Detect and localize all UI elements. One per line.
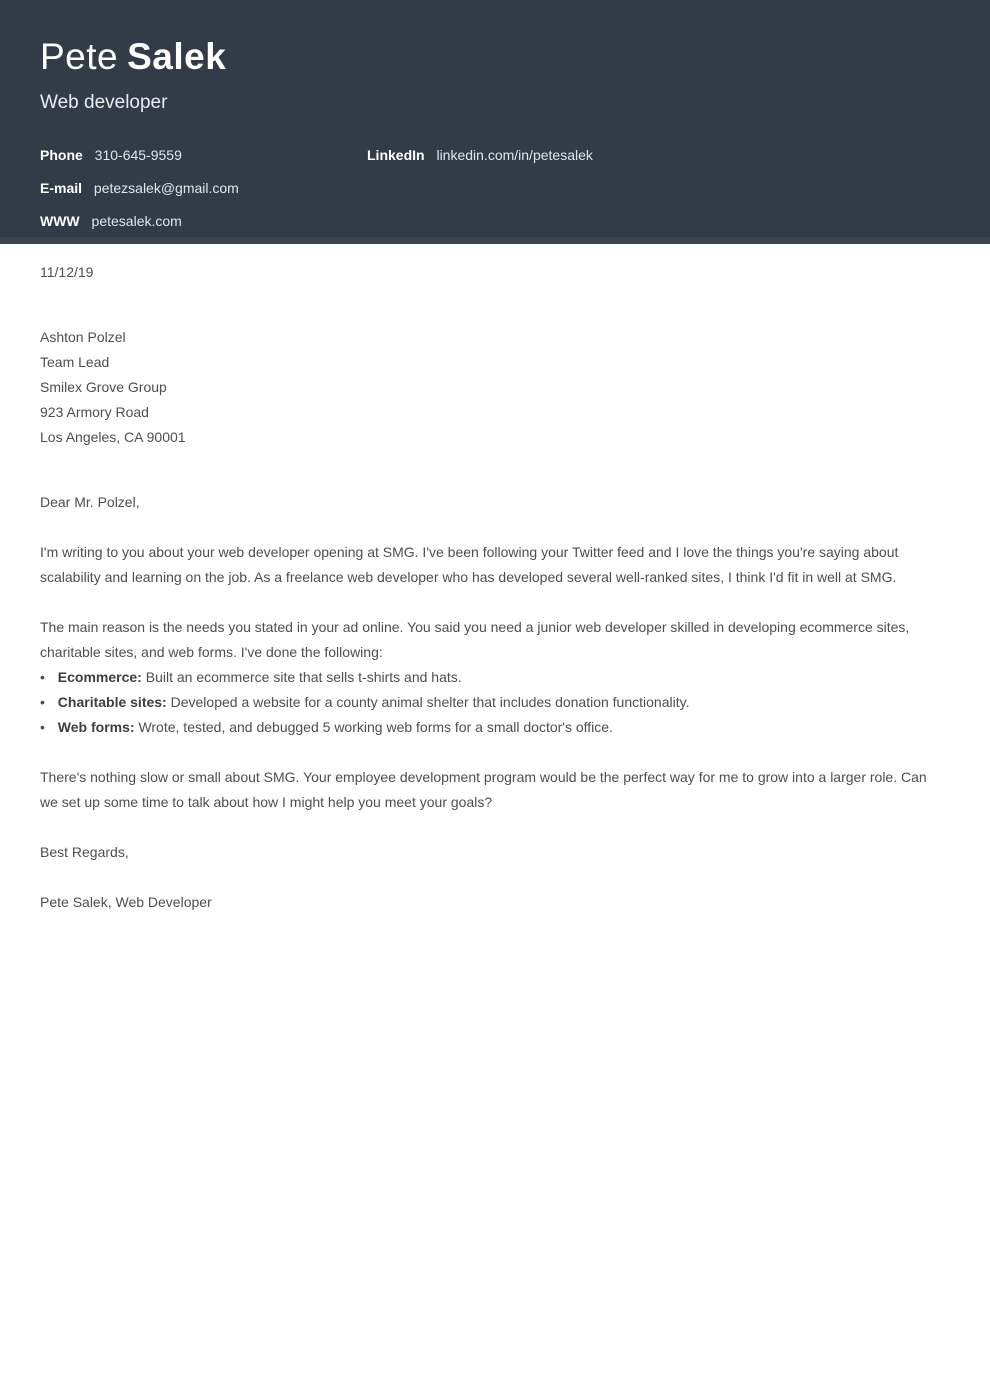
bullet-label: Charitable sites: (57, 694, 167, 710)
salutation: Dear Mr. Polzel, (40, 494, 140, 510)
bullet-icon: • (40, 719, 45, 735)
contact-row-email (40, 178, 940, 198)
bullet-icon: • (40, 694, 45, 710)
list-item-ecommerce (40, 665, 940, 690)
list-item-charitable (40, 690, 940, 715)
bullet-text: Developed a website for a county animal shelter that includes donation functionality. (170, 694, 690, 710)
recipient-address (40, 325, 940, 450)
qualification-list (40, 665, 940, 740)
phone-value: 310-645-9559 (94, 147, 182, 163)
paragraph-needs: The main reason is the needs you stated in your ad online. You said you need a junior web developer skilled in developing ecommerce sites, charitable sites, and web forms. I've done the following: (40, 619, 910, 660)
email-value: petezsalek@gmail.com (93, 180, 239, 196)
bullet-label: Web forms: (57, 719, 135, 735)
paragraph-intro: I'm writing to you about your web developer opening at SMG. I've been following your Twitter feed and I love the things you're saying about scalability and learning on the job. As a freelance web developer who has developed several well-ranked sites, I think I'd fit in well at SMG. (40, 544, 899, 585)
person-name (40, 36, 940, 78)
bullet-text: Built an ecommerce site that sells t-shirts and hats. (145, 669, 462, 685)
paragraph-closing: There's nothing slow or small about SMG. Your employee development program would be the perfect way for me to grow into a larger role. Can we set up some time to talk about how I might help you meet your goals? (40, 769, 927, 810)
recipient-company: Smilex Grove Group (40, 379, 167, 395)
recipient-title: Team Lead (40, 354, 110, 370)
bullet-icon: • (40, 669, 45, 685)
closing-phrase: Best Regards, (40, 844, 129, 860)
job-title: Web developer (40, 92, 168, 113)
contact-column-right (367, 145, 593, 178)
recipient-name: Ashton Polzel (40, 329, 126, 345)
contact-row-linkedin (367, 145, 593, 165)
last-name: Salek (127, 36, 227, 77)
letter-body (0, 260, 990, 975)
signature: Pete Salek, Web Developer (40, 894, 212, 910)
bullet-text: Wrote, tested, and debugged 5 working web forms for a small doctor's office. (138, 719, 613, 735)
recipient-city: Los Angeles, CA 90001 (40, 429, 186, 445)
first-name: Pete (40, 36, 119, 77)
phone-label: Phone (40, 147, 83, 163)
www-label: WWW (40, 213, 80, 229)
recipient-street: 923 Armory Road (40, 404, 149, 420)
contact-row-www (40, 211, 940, 231)
bullet-label: Ecommerce: (57, 669, 142, 685)
contact-info (40, 145, 940, 231)
list-item-webforms (40, 715, 940, 740)
linkedin-label: LinkedIn (367, 147, 425, 163)
www-value: petesalek.com (91, 213, 182, 229)
linkedin-value: linkedin.com/in/petesalek (436, 147, 593, 163)
letter-header (0, 0, 990, 244)
letter-date: 11/12/19 (40, 264, 94, 280)
email-label: E-mail (40, 180, 83, 196)
